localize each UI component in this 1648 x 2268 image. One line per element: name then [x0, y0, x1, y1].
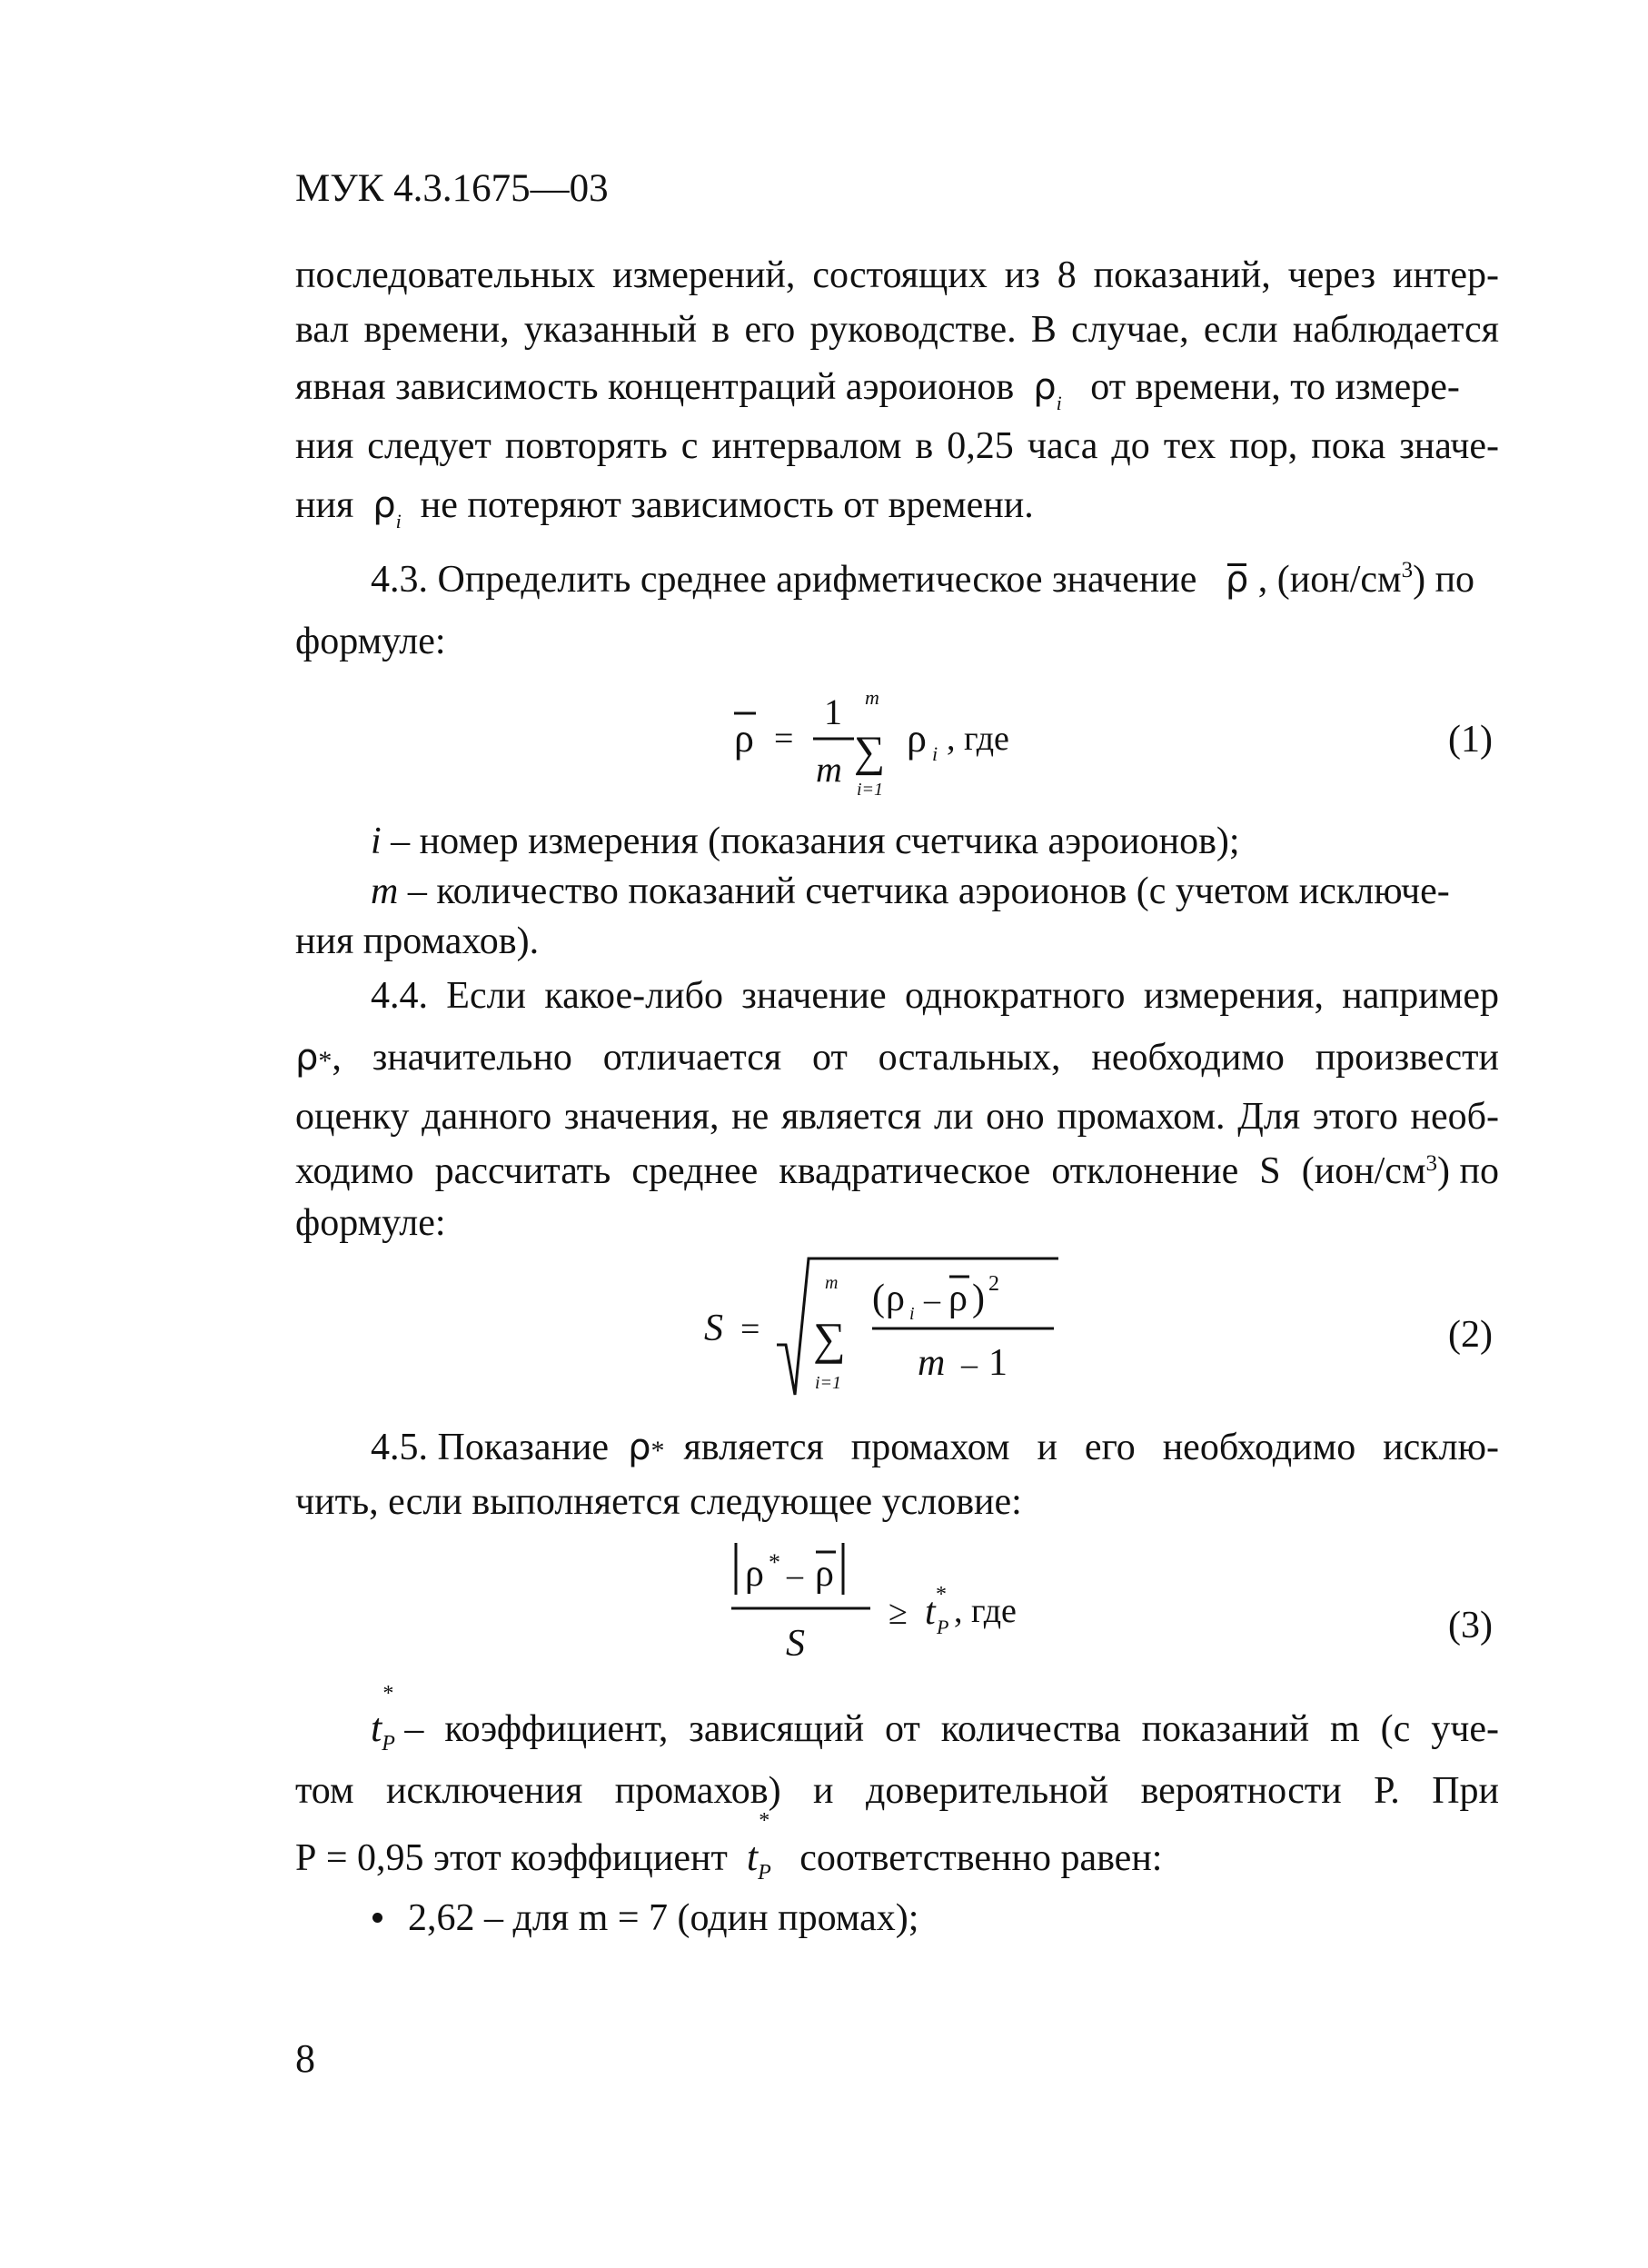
svg-text:m: m [865, 686, 879, 709]
section-4-3-line: 4.3. Определить среднее арифметическое значение ρ , $(ион/см^3)$ по [371, 558, 1475, 601]
svg-text:ρ: ρ [948, 1278, 968, 1319]
bullet-icon [372, 1913, 382, 1923]
svg-text:–: – [924, 1281, 940, 1318]
text-fragment: i [371, 821, 382, 862]
equation-1-where: , где [947, 720, 1009, 758]
text-fragment: – количество показаний счетчика аэроионов (с учетом исключе- [398, 870, 1450, 912]
svg-text:i: i [932, 742, 938, 765]
svg-text:∑: ∑ [854, 728, 886, 776]
text-fragment: – коэффициент, зависящий от количества показаний m (с уче- [404, 1708, 1499, 1750]
svg-text:∑: ∑ [813, 1313, 846, 1364]
text-fragment: – номер измерения (показания счетчика аэроионов); [381, 821, 1240, 862]
svg-text:–: – [787, 1557, 803, 1593]
text-line: Р = 0,95 этот коэффициент t * $_P$ соответственно равен: [295, 1809, 1163, 1885]
text-fragment: ходимо рассчитать среднее квадратическое отклонение S (ион/см [295, 1150, 1426, 1192]
definition-m [371, 872, 1499, 910]
text-fragment: не потеряют зависимость от времени. [420, 484, 1034, 526]
svg-text:2: 2 [988, 1272, 999, 1296]
svg-text:i=1: i=1 [857, 780, 884, 800]
text-fragment: , (ион/см [1257, 559, 1402, 601]
equation-3 [727, 1536, 1090, 1672]
svg-text:1: 1 [988, 1342, 1008, 1384]
svg-text:S: S [786, 1623, 805, 1665]
svg-text:t: t [925, 1591, 936, 1633]
section-4-5-line: 4.5. Показание ρ * является промахом и его необходимо исклю- [371, 1427, 1499, 1468]
svg-text:=: = [774, 720, 794, 758]
text-fragment: Р = 0,95 этот коэффициент [295, 1837, 728, 1879]
text-fragment: 4.3. Определить среднее арифметическое значение [371, 559, 1197, 601]
text-line: ходимо рассчитать среднее квадратическое отклонение S (ион/см 3 ) по [295, 1150, 1499, 1192]
page-number: 8 [295, 2036, 315, 2081]
text-line: ρ * , значительно отличается от остальных, необходимо произвести [295, 1037, 1499, 1079]
text-fragment: соответственно равен: [799, 1837, 1163, 1879]
svg-text:*: * [769, 1549, 780, 1576]
svg-text:ρ: ρ [815, 1553, 834, 1595]
text-fragment: от времени, то измере- [1090, 366, 1460, 408]
svg-text:(: ( [872, 1278, 885, 1319]
svg-text:=: = [740, 1310, 760, 1348]
equation-3-number: (3) [1448, 1605, 1493, 1646]
svg-text:m: m [816, 749, 842, 790]
text-fragment: ния [295, 484, 354, 526]
text-line: формуле: [295, 1202, 446, 1244]
svg-text:*: * [936, 1583, 947, 1606]
text-fragment: m [371, 870, 399, 912]
equation-1-number: (1) [1448, 719, 1493, 761]
svg-text:ρ: ρ [886, 1278, 905, 1319]
document-header: МУК 4.3.1675—03 [295, 167, 609, 210]
svg-text:m: m [825, 1273, 839, 1293]
text-line: ния следует повторять с интервалом в 0,25 часа до тех пор, пока значе- [295, 425, 1499, 467]
text-line: 4.4. Если какое-либо значение однократного измерения, например [371, 975, 1499, 1017]
svg-text:≥: ≥ [889, 1594, 908, 1632]
svg-text:ρ: ρ [907, 716, 927, 761]
svg-text:S: S [704, 1308, 723, 1349]
text-fragment: ) по [1437, 1150, 1499, 1192]
text-line: ния $\rho_i$ не потеряют зависимость от времени. [295, 484, 1034, 532]
text-line: оценку данного значения, не является ли оно промахом. Для этого необ- [295, 1096, 1499, 1138]
text-line: ния промахов). [295, 920, 540, 962]
svg-text:–: – [961, 1346, 978, 1382]
svg-text:i: i [909, 1304, 915, 1324]
equation-2 [700, 1245, 1081, 1404]
svg-text:): ) [972, 1278, 985, 1319]
bullet-text: 2,62 – для m = 7 (один промах); [408, 1897, 919, 1939]
equation-3-where: , где [954, 1592, 1017, 1630]
text-line: формуле: [295, 621, 446, 662]
svg-text:ρ: ρ [745, 1553, 764, 1595]
equation-2-number: (2) [1448, 1314, 1493, 1356]
text-line: вал времени, указанный в его руководстве. В случае, если наблюдается [295, 309, 1499, 351]
svg-text:i=1: i=1 [815, 1373, 842, 1393]
text-line: том исключения промахов) и доверительной вероятности Р. При [295, 1770, 1499, 1812]
svg-text:ρ: ρ [734, 716, 754, 761]
text-line: последовательных измерений, состоящих из 8 показаний, через интер- [295, 254, 1499, 296]
text-line: явная зависимость концентраций аэроионов $\rho_i$ от времени, то измере- [295, 366, 1460, 414]
definition-i [371, 822, 1240, 860]
text-fragment: ) по [1413, 559, 1475, 601]
svg-text:P: P [937, 1616, 949, 1638]
svg-text:m: m [918, 1342, 946, 1384]
equation-1 [709, 677, 1117, 804]
bullet-item [372, 1899, 918, 1937]
text-fragment: является промахом и его необходимо исклю- [683, 1427, 1499, 1468]
text-fragment: явная зависимость концентраций аэроионов [295, 366, 1015, 408]
text-fragment: 4.5. Показание [371, 1427, 610, 1468]
tp-definition-line: t * $_P$ – коэффициент, зависящий от количества показаний m (с уче- [371, 1682, 1499, 1756]
text-line: чить, если выполняется следующее условие: [295, 1481, 1022, 1523]
text-fragment: , значительно отличается от остальных, необходимо произвести [332, 1037, 1499, 1079]
svg-text:1: 1 [824, 691, 842, 732]
